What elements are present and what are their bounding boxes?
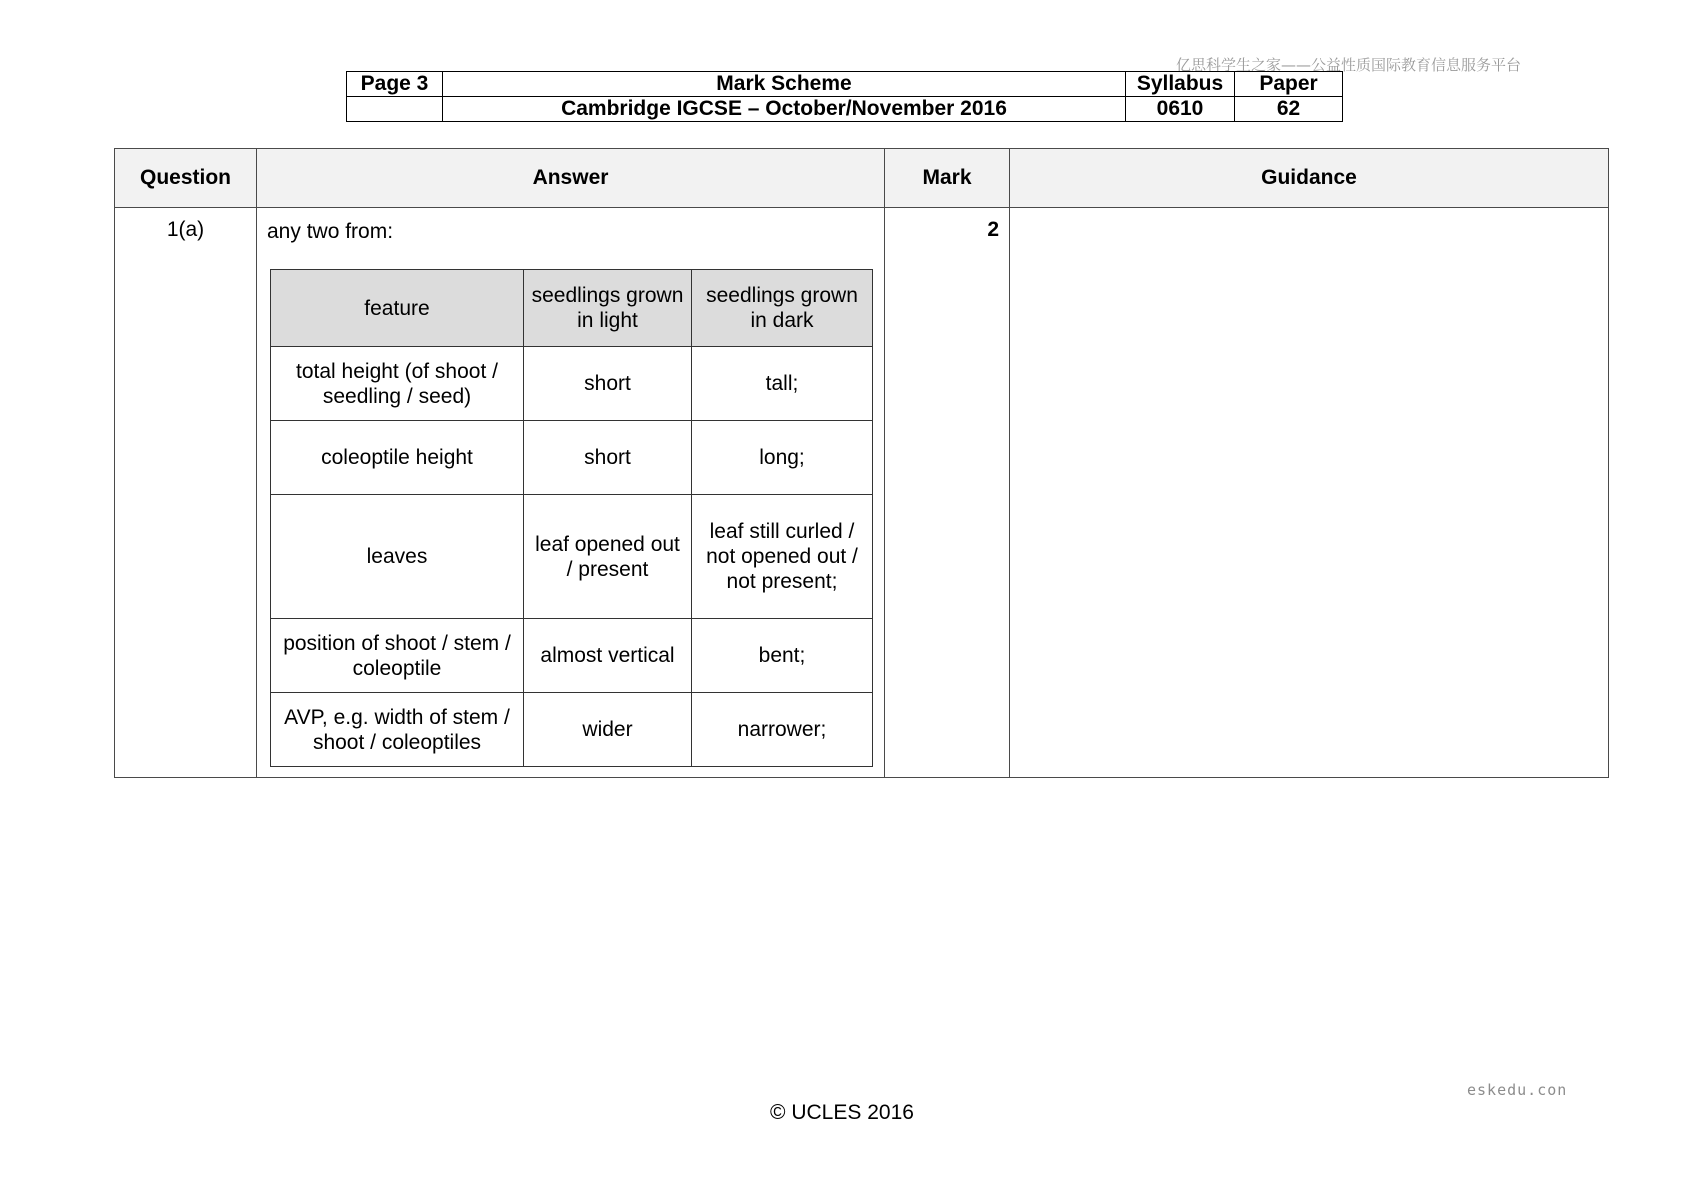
page-header-table bbox=[346, 71, 1343, 122]
feature-header: feature bbox=[271, 270, 524, 347]
guidance-cell bbox=[1010, 208, 1609, 778]
light-cell: almost vertical bbox=[524, 619, 692, 693]
dark-cell: narrower; bbox=[692, 693, 873, 767]
syllabus-label: Syllabus bbox=[1126, 72, 1235, 97]
copyright-footer: © UCLES 2016 bbox=[770, 1101, 914, 1124]
feature-cell: coleoptile height bbox=[271, 421, 524, 495]
light-cell: short bbox=[524, 347, 692, 421]
syllabus-code: 0610 bbox=[1126, 97, 1235, 122]
feature-cell: AVP, e.g. width of stem / shoot / coleoptiles bbox=[271, 693, 524, 767]
dark-cell: bent; bbox=[692, 619, 873, 693]
paper-label: Paper bbox=[1235, 72, 1343, 97]
feature-row bbox=[271, 347, 873, 421]
mark-value: 2 bbox=[885, 208, 1010, 778]
empty-cell bbox=[347, 97, 443, 122]
watermark-text: 亿思科学生之家——公益性质国际教育信息服务平台 bbox=[1176, 56, 1522, 74]
column-header-mark: Mark bbox=[885, 149, 1010, 208]
watermark-site: eskedu.con bbox=[1467, 1081, 1568, 1099]
feature-row bbox=[271, 495, 873, 619]
paper-number: 62 bbox=[1235, 97, 1343, 122]
answer-intro: any two from: bbox=[267, 220, 394, 243]
page-number: Page 3 bbox=[347, 72, 443, 97]
column-header-guidance: Guidance bbox=[1010, 149, 1609, 208]
feature-row bbox=[271, 421, 873, 495]
document-title: Mark Scheme bbox=[443, 72, 1126, 97]
light-header: seedlings grown in light bbox=[524, 270, 692, 347]
light-cell: short bbox=[524, 421, 692, 495]
feature-row bbox=[271, 693, 873, 767]
dark-cell: tall; bbox=[692, 347, 873, 421]
answer-cell bbox=[257, 208, 885, 778]
dark-cell: leaf still curled / not opened out / not present; bbox=[692, 495, 873, 619]
column-header-answer: Answer bbox=[257, 149, 885, 208]
light-cell: leaf opened out / present bbox=[524, 495, 692, 619]
feature-cell: leaves bbox=[271, 495, 524, 619]
light-cell: wider bbox=[524, 693, 692, 767]
question-row bbox=[115, 208, 1609, 778]
feature-table bbox=[270, 269, 873, 767]
mark-scheme-header-row bbox=[115, 149, 1609, 208]
column-header-question: Question bbox=[115, 149, 257, 208]
dark-header: seedlings grown in dark bbox=[692, 270, 873, 347]
mark-scheme-table bbox=[114, 148, 1609, 778]
question-number: 1(a) bbox=[115, 208, 257, 778]
exam-name: Cambridge IGCSE – October/November 2016 bbox=[443, 97, 1126, 122]
feature-cell: position of shoot / stem / coleoptile bbox=[271, 619, 524, 693]
feature-cell: total height (of shoot / seedling / seed) bbox=[271, 347, 524, 421]
feature-row bbox=[271, 619, 873, 693]
dark-cell: long; bbox=[692, 421, 873, 495]
feature-table-header-row bbox=[271, 270, 873, 347]
